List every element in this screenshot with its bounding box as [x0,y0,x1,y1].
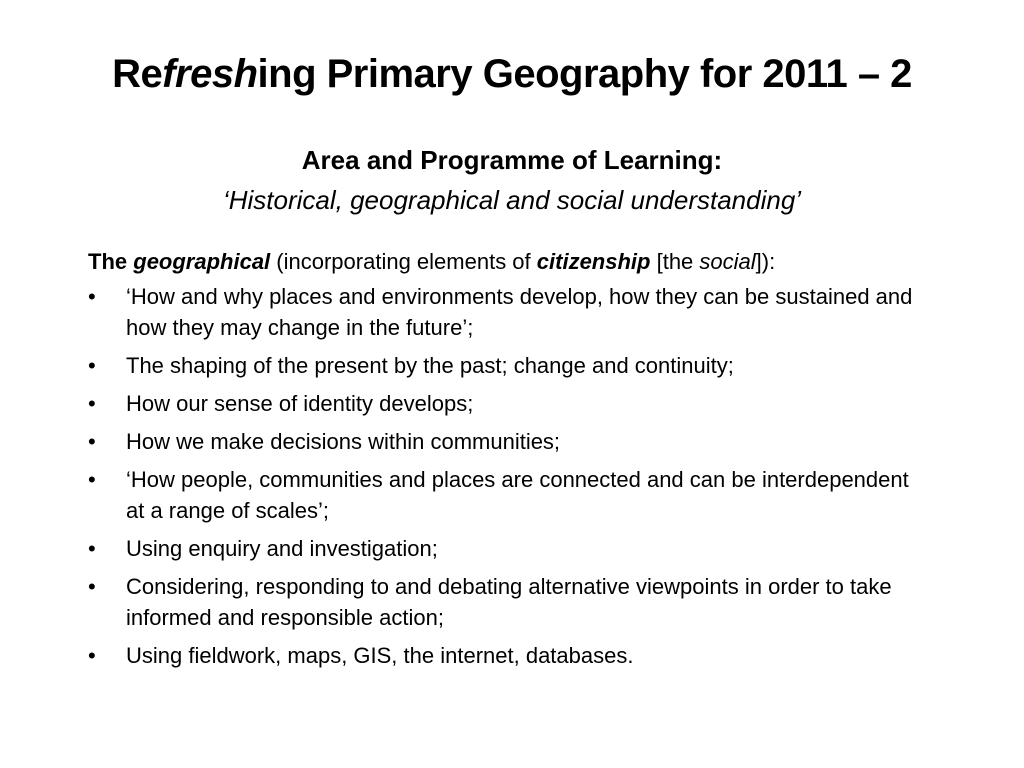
intro-citizenship: citizenship [536,249,651,274]
bullet-icon: • [88,643,96,668]
intro-geographical: geographical [133,249,271,274]
list-item [88,350,928,381]
bullet-icon: • [88,536,96,561]
title-part-3: ing Primary Geography for 2011 – 2 [257,52,912,96]
subtitle-line-2: ‘Historical, geographical and social understanding’ [222,185,802,215]
intro-line [88,246,928,277]
bullet-icon: • [88,284,96,309]
list-item [88,571,928,633]
list-item [88,281,928,343]
intro-the: The [88,249,128,274]
intro-social: social [699,249,756,274]
bullet-icon: • [88,467,96,492]
list-item [88,426,928,457]
list-item [88,388,928,419]
list-item-text: How our sense of identity develops; [126,391,474,416]
list-item-text: How we make decisions within communities; [126,429,561,454]
slide-body [88,246,928,678]
list-item [88,640,928,671]
bullet-icon: • [88,353,96,378]
list-item [88,464,928,526]
list-item-text: Considering, responding to and debating alternative viewpoints in order to take informed and responsible action; [126,574,892,630]
title-part-2-italic: fresh [162,52,258,96]
subtitle-line-1: Area and Programme of Learning: [301,145,723,175]
intro-incorporating: (incorporating elements of [276,249,531,274]
intro-the-open: [the [656,249,694,274]
intro-close: ]): [755,249,776,274]
list-item-text: The shaping of the present by the past; change and continuity; [126,353,734,378]
list-item-text: Using fieldwork, maps, GIS, the internet, databases. [126,643,634,668]
list-item-text: ‘How and why places and environments develop, how they can be sustained and how they may change in the future’; [126,284,913,340]
bullet-icon: • [88,391,96,416]
list-item-text: Using enquiry and investigation; [126,536,438,561]
title-part-1: Re [112,52,163,96]
list-item-text: ‘How people, communities and places are connected and can be interdependent at a range of scales’; [126,467,909,523]
slide-title [0,48,1024,100]
bullet-icon: • [88,429,96,454]
bullet-list [88,281,928,671]
slide-subtitle [0,140,1024,220]
bullet-icon: • [88,574,96,599]
list-item [88,533,928,564]
